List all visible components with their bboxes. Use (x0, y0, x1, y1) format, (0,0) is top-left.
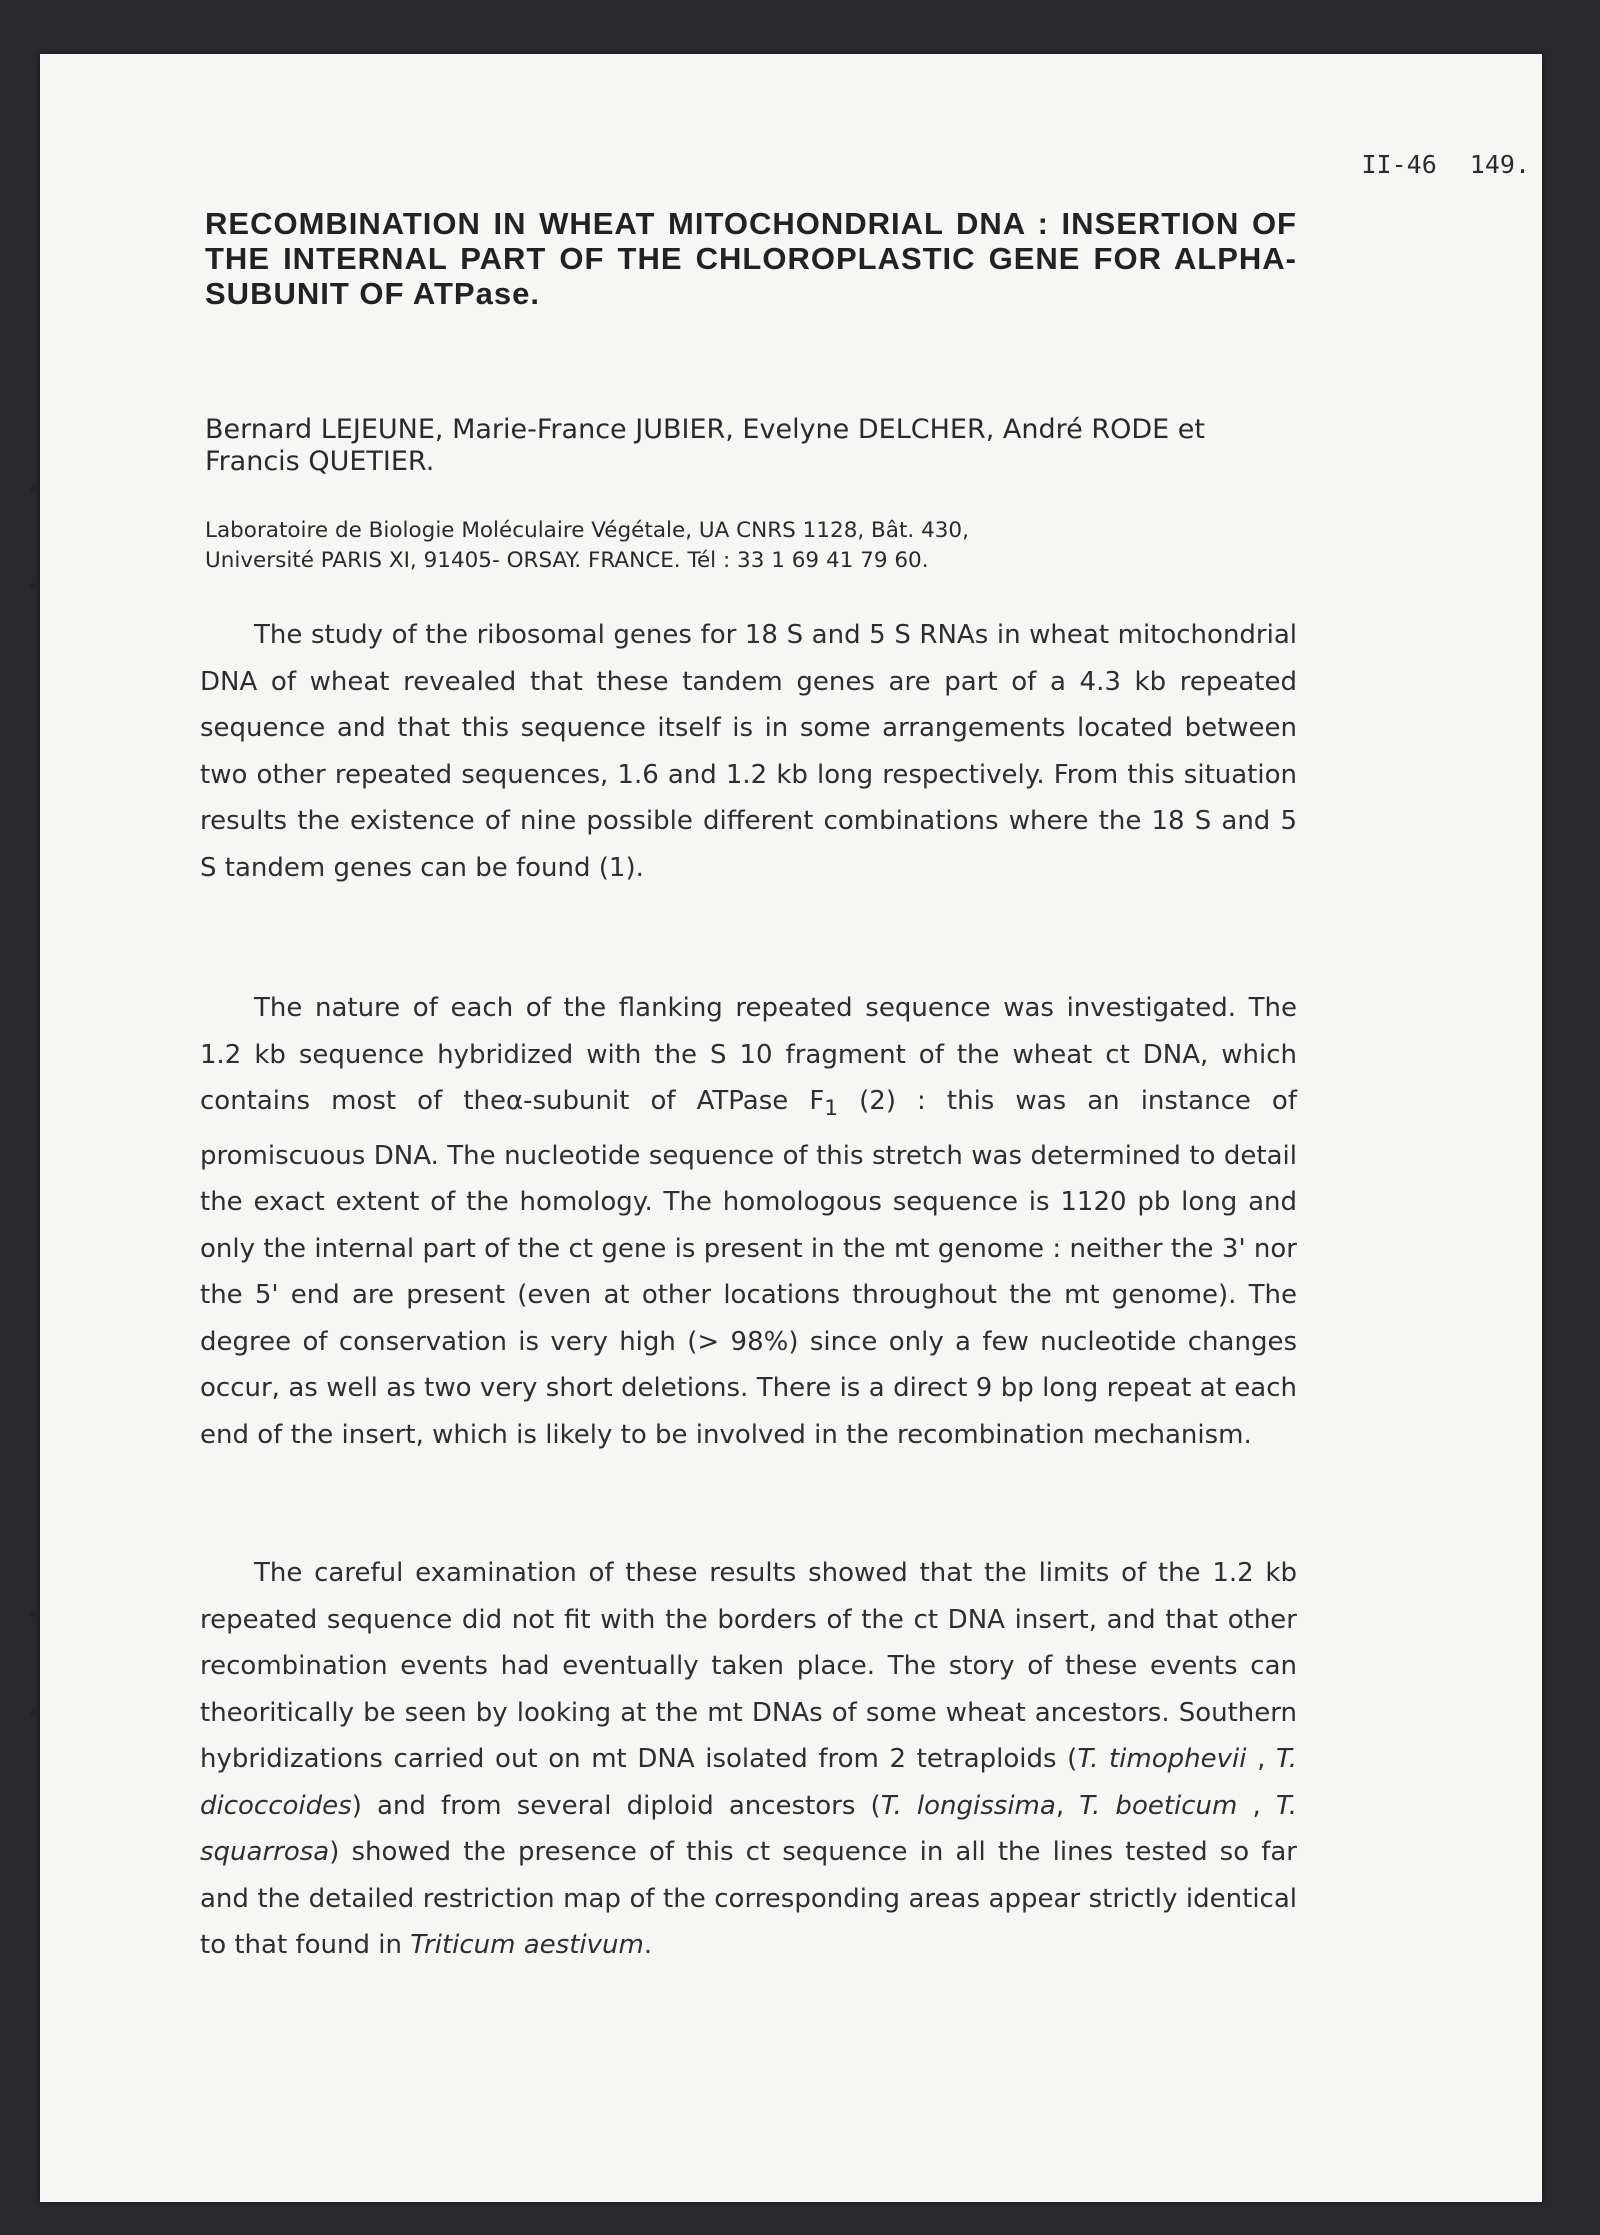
affiliation-line-2: Université PARIS XI, 91405- ORSAY. FRANCE. Tél : 33 1 69 41 79 60. (205, 548, 929, 573)
paragraph-3-text-a: The careful examination of these results showed that the limits of the 1.2 kb repeated sequence did not fit with the borders of the ct DNA insert, and that other recombination events had eventually taken place. The story of these events can theoritically be seen by looking at the mt DNAs of some wheat ancestors. Southern hybridizations carried out on mt DNA isolated from 2 tetraploids ( (200, 1558, 1297, 1774)
paragraph-2-text-c: (2) : this was an instance of promiscuous DNA. The nucleotide sequence of this stretch was determined to detail the exact extent of the homology. The homologous sequence is 1120 pb long and only the internal part of the ct gene is present in the mt genome : neither the 3' nor the 5' end are present (even at other locations throughout the mt genome). The degree of conservation is very high (> 98%) since only a few nucleotide changes occur, as well as two very short deletions. There is a direct 9 bp long repeat at each end of the insert, which is likely to be involved in the recombination mechanism. (200, 1086, 1297, 1450)
margin-dot (30, 486, 35, 491)
species-name: T. dicoccoides (200, 1744, 1298, 1821)
paragraph-3-end: . (643, 1930, 653, 1960)
margin-dot (30, 1612, 35, 1617)
body-paragraph-2 (200, 985, 1297, 1458)
paragraph-2-text-b: -subunit of ATPase F (523, 1086, 825, 1116)
species-name: T. longissima (880, 1790, 1056, 1821)
affiliation (205, 516, 1297, 576)
paragraph-3-text-c: ) showed the presence of this ct sequence in all the lines tested so far and the detailed restriction map of the corresponding areas appear strictly identical to that found in (200, 1837, 1297, 1960)
separator: , (1246, 1744, 1276, 1774)
margin-dot (30, 1710, 35, 1715)
separator: , (1055, 1790, 1080, 1821)
alpha-symbol: α (505, 1086, 524, 1116)
margin-dot (30, 583, 35, 588)
affiliation-line-1: Laboratoire de Biologie Moléculaire Végétale, UA CNRS 1128, Bât. 430, (205, 518, 969, 543)
paragraph-2-text-a: The nature of each of the flanking repeated sequence was investigated. The 1.2 kb sequence hybridized with the S 10 fragment of the wheat ct DNA, which contains most of the (200, 993, 1297, 1116)
author-list: Bernard LEJEUNE, Marie-France JUBIER, Evelyne DELCHER, André RODE et Francis QUETIER. (205, 414, 1205, 477)
species-name: T. boeticum (1079, 1790, 1238, 1821)
species-name: T. timophevii (1077, 1744, 1247, 1774)
separator: , (1237, 1790, 1276, 1821)
page-reference: II-46 149. (1361, 150, 1530, 179)
body-paragraph-1: The study of the ribosomal genes for 18 S and 5 S RNAs in wheat mitochondrial DNA of wheat revealed that these tandem genes are part of a 4.3 kb repeated sequence and that this sequence itself is in some arrangements located between two other repeated sequences, 1.6 and 1.2 kb long respectively. From this situation results the existence of nine possible different combinations where the 18 S and 5 S tandem genes can be found (1). (200, 620, 1297, 883)
species-name: T. squarrosa (200, 1790, 1297, 1867)
species-name: Triticum aestivum (410, 1930, 644, 1960)
article-title: RECOMBINATION IN WHEAT MITOCHONDRIAL DNA : INSERTION OF THE INTERNAL PART OF THE CHLOROPLASTIC GENE FOR ALPHA-SUBUNIT OF ATPase. (205, 206, 1297, 311)
paragraph-3-text-b: ) and from several diploid ancestors ( (351, 1790, 881, 1821)
body-paragraph-3 (200, 1550, 1297, 1969)
subscript-1: 1 (824, 1096, 839, 1122)
